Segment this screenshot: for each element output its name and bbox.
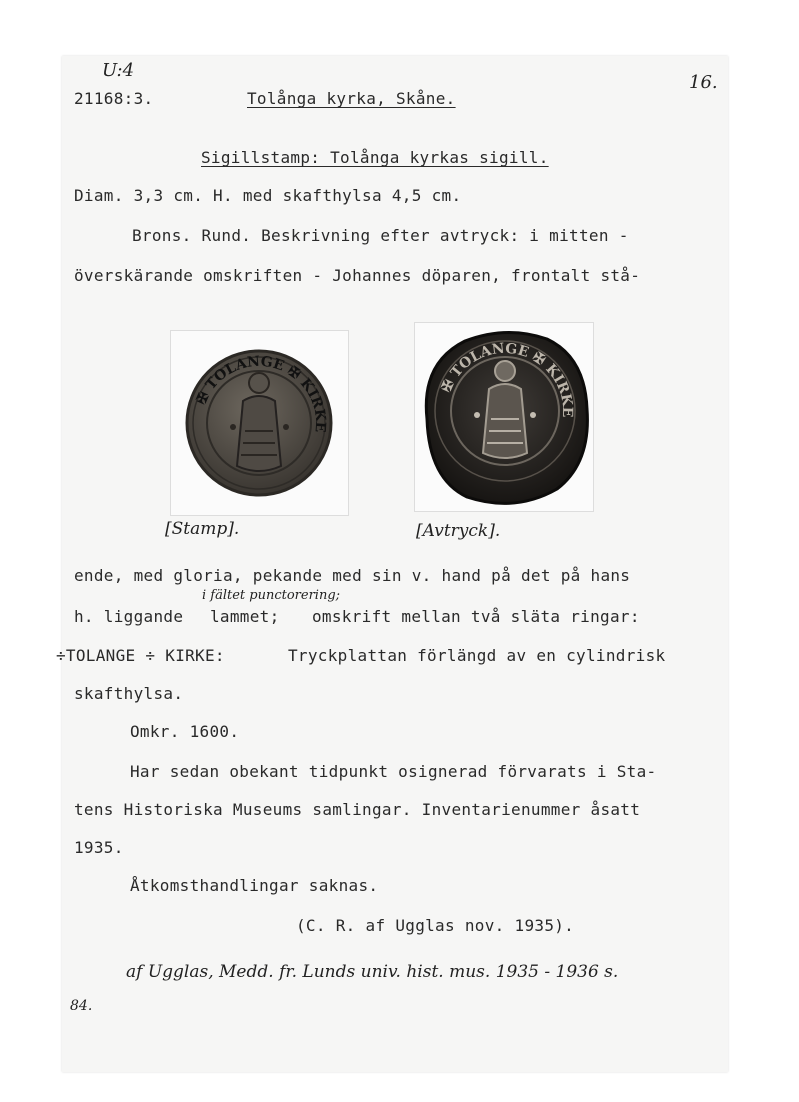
archive-card (56, 56, 728, 1072)
subtitle: Sigillstamp: Tolånga kyrkas sigill. (201, 148, 549, 167)
handwritten-insert: i fältet punctorering; (202, 588, 341, 603)
record-title: Tolånga kyrka, Skåne. (247, 89, 456, 108)
avtryck-caption: [Avtryck]. (416, 521, 501, 541)
signature-line: (C. R. af Ugglas nov. 1935). (296, 916, 575, 935)
impression-photo (414, 322, 594, 512)
text-line-7: skafthylsa. (74, 684, 184, 703)
text-line-5b: lammet; (210, 607, 280, 626)
text-line-6: Tryckplattan förlängd av en cylindrisk (288, 646, 666, 665)
text-line-8: Omkr. 1600. (130, 722, 240, 741)
handwritten-page-number: 84. (70, 998, 93, 1014)
text-line-3: överskärande omskriften - Johannes döparen, frontalt stå- (74, 266, 641, 285)
text-line-2: Brons. Rund. Beskrivning efter avtryck: i mitten - (132, 226, 629, 245)
text-line-5a: h. liggande (74, 607, 184, 626)
text-line-1: Diam. 3,3 cm. H. med skafthylsa 4,5 cm. (74, 186, 462, 205)
text-line-10: tens Historiska Museums samlingar. Inventarienummer åsatt (74, 800, 641, 819)
text-line-5c: omskrift mellan två släta ringar: (312, 607, 640, 626)
text-line-12: Åtkomsthandlingar saknas. (130, 876, 379, 895)
record-number: 21168:3. (74, 89, 154, 108)
text-line-9: Har sedan obekant tidpunkt osignerad förvarats i Sta- (130, 762, 657, 781)
text-line-4: ende, med gloria, pekande med sin v. hand på det på hans (74, 566, 631, 585)
avtryck-inscription: ✠ TOLANGE ✠ KIRKE (438, 340, 576, 418)
inscription-text: ÷TOLANGE ÷ KIRKE: (56, 646, 225, 665)
handwritten-reference: af Ugglas, Medd. fr. Lunds univ. hist. mus. 1935 - 1936 s. (126, 962, 619, 982)
stamp-photo (170, 330, 349, 516)
stamp-caption: [Stamp]. (165, 519, 240, 539)
handnote-top: U:4 (102, 60, 135, 81)
text-line-11: 1935. (74, 838, 124, 857)
stamp-inscription: ✠ TOLANGE ✠ KIRKE (193, 353, 329, 433)
page-note: 16. (689, 72, 718, 93)
